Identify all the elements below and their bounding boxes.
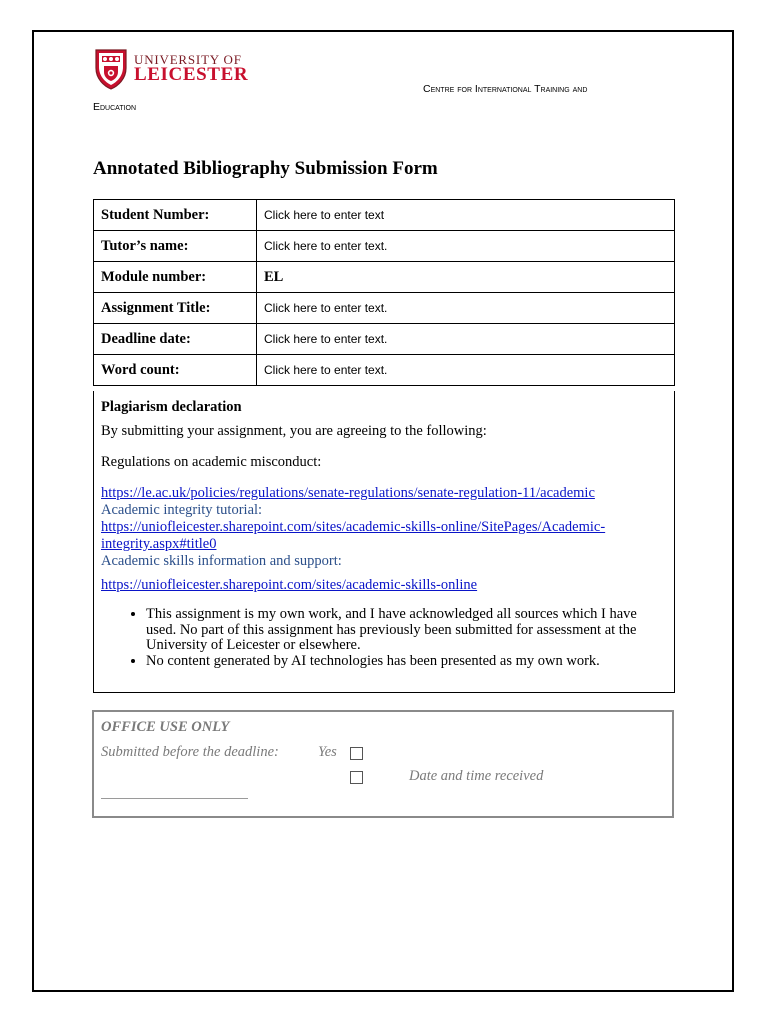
regulations-label: Regulations on academic misconduct:	[101, 454, 322, 470]
student-number-field[interactable]: Click here to enter text	[257, 200, 675, 231]
list-item: • No content generated by AI technologies has been presented as my own work.	[146, 654, 666, 670]
regulations-link[interactable]: https://le.ac.uk/policies/regulations/senate-regulations/senate-regulation-11/academic	[101, 485, 595, 501]
table-row	[94, 200, 675, 231]
skills-label: Academic skills information and support:	[101, 553, 342, 569]
table-row	[94, 355, 675, 386]
department-name-line1: Centre for International Training and	[423, 83, 588, 95]
plagiarism-declaration-box	[93, 391, 675, 693]
submission-details-table	[93, 199, 675, 386]
no-checkbox[interactable]	[350, 771, 363, 784]
office-use-heading: OFFICE USE ONLY	[101, 719, 230, 735]
university-logo	[94, 48, 264, 92]
plagiarism-intro: By submitting your assignment, you are agreeing to the following:	[101, 423, 487, 439]
office-use-box	[92, 710, 674, 818]
submitted-before-deadline-label: Submitted before the deadline:	[101, 744, 279, 760]
declaration-bullets	[94, 607, 666, 669]
word-count-field[interactable]: Click here to enter text.	[257, 355, 675, 386]
tutorial-label: Academic integrity tutorial:	[101, 502, 263, 518]
assignment-title-field[interactable]: Click here to enter text.	[257, 293, 675, 324]
university-crest-icon	[94, 48, 128, 90]
module-number-label: Module number:	[94, 262, 257, 293]
deadline-date-field[interactable]: Click here to enter text.	[257, 324, 675, 355]
logo-line-leicester: LEICESTER	[134, 64, 249, 85]
tutorial-link-line1[interactable]: https://uniofleicester.sharepoint.com/sites/academic-skills-online/SitePages/Academic-	[101, 519, 606, 535]
deadline-date-label: Deadline date:	[94, 324, 257, 355]
date-time-received-label: Date and time received	[409, 768, 544, 784]
table-row	[94, 262, 675, 293]
table-row	[94, 293, 675, 324]
form-title: Annotated Bibliography Submission Form	[93, 158, 438, 179]
module-number-field[interactable]: EL	[257, 262, 675, 293]
word-count-label: Word count:	[94, 355, 257, 386]
signature-line	[101, 798, 248, 799]
yes-checkbox[interactable]	[350, 747, 363, 760]
skills-link[interactable]: https://uniofleicester.sharepoint.com/sites/academic-skills-online	[101, 577, 478, 593]
yes-label: Yes	[318, 744, 337, 760]
tutor-name-field[interactable]: Click here to enter text.	[257, 231, 675, 262]
assignment-title-label: Assignment Title:	[94, 293, 257, 324]
table-row	[94, 324, 675, 355]
tutor-name-label: Tutor’s name:	[94, 231, 257, 262]
student-number-label: Student Number:	[94, 200, 257, 231]
list-item: • This assignment is my own work, and I have acknowledged all sources which I have used. No part of this assignment has previously been submitted for assessment at the University of Leicester or elsewhere.	[146, 607, 666, 654]
department-name-line2: Education	[93, 101, 137, 113]
table-row	[94, 231, 675, 262]
tutorial-link-line2[interactable]: integrity.aspx#title0	[101, 536, 217, 552]
logo-line-university-of: UNIVERSITY OF	[134, 52, 242, 67]
plagiarism-title: Plagiarism declaration	[101, 399, 242, 415]
